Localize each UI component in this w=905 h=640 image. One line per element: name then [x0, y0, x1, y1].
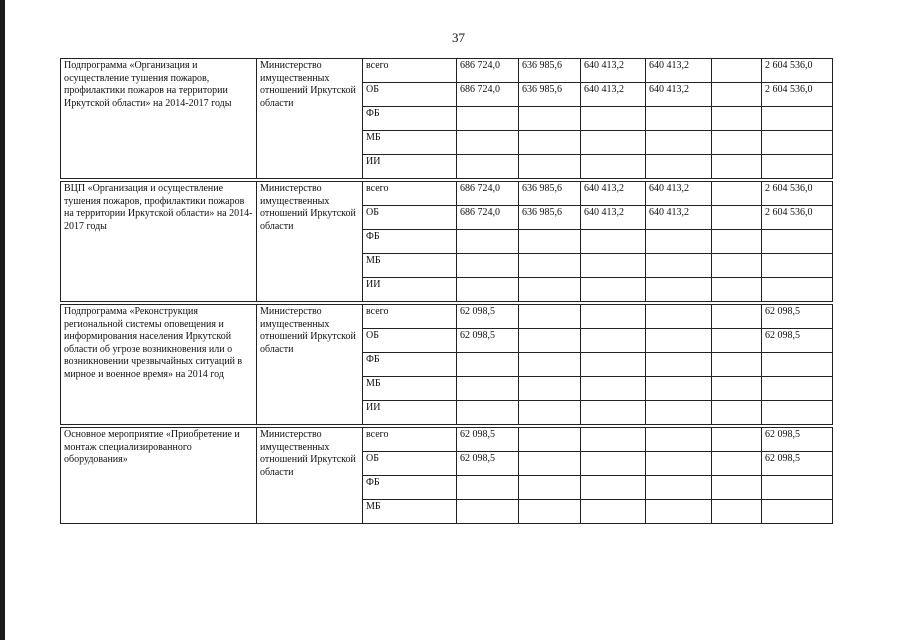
total-value-cell: 2 604 536,0 — [762, 206, 833, 230]
year-value-cell — [646, 353, 712, 377]
total-value-cell: 62 098,5 — [762, 329, 833, 353]
year-value-cell — [457, 500, 519, 524]
year-value-cell — [646, 155, 712, 179]
total-value-cell: 2 604 536,0 — [762, 83, 833, 107]
year-value-cell — [712, 254, 762, 278]
year-value-cell: 62 098,5 — [457, 452, 519, 476]
year-value-cell — [581, 230, 646, 254]
year-value-cell — [646, 131, 712, 155]
year-value-cell — [457, 377, 519, 401]
program-name-cell: ВЦП «Организация и осуществление тушения пожаров, профилактики пожаров на территории Иркутской области» на 2014-2017 годы — [61, 182, 257, 302]
responsible-cell: Министерство имущественных отношений Иркутской области — [257, 59, 363, 179]
year-value-cell — [646, 305, 712, 329]
total-value-cell — [762, 401, 833, 425]
funding-source-cell: всего — [363, 305, 457, 329]
funding-source-cell: ИИ — [363, 155, 457, 179]
year-value-cell — [712, 131, 762, 155]
total-value-cell — [762, 500, 833, 524]
funding-source-cell: ОБ — [363, 206, 457, 230]
year-value-cell: 640 413,2 — [646, 206, 712, 230]
year-value-cell — [581, 278, 646, 302]
year-value-cell: 636 985,6 — [519, 59, 581, 83]
total-value-cell: 2 604 536,0 — [762, 182, 833, 206]
total-value-cell: 2 604 536,0 — [762, 59, 833, 83]
year-value-cell — [646, 329, 712, 353]
year-value-cell — [519, 254, 581, 278]
funding-source-cell: ИИ — [363, 401, 457, 425]
funding-source-cell: ФБ — [363, 476, 457, 500]
table-row — [61, 305, 833, 329]
year-value-cell — [646, 377, 712, 401]
year-value-cell — [457, 131, 519, 155]
year-value-cell — [581, 428, 646, 452]
year-value-cell — [646, 230, 712, 254]
year-value-cell: 640 413,2 — [581, 59, 646, 83]
year-value-cell — [646, 278, 712, 302]
year-value-cell — [457, 230, 519, 254]
funding-source-cell: ОБ — [363, 329, 457, 353]
funding-source-cell: ОБ — [363, 452, 457, 476]
responsible-cell: Министерство имущественных отношений Иркутской области — [257, 428, 363, 524]
year-value-cell — [581, 401, 646, 425]
year-value-cell — [581, 155, 646, 179]
funding-source-cell: МБ — [363, 500, 457, 524]
year-value-cell — [712, 353, 762, 377]
year-value-cell — [712, 182, 762, 206]
year-value-cell — [581, 131, 646, 155]
scan-edge — [0, 0, 5, 640]
year-value-cell — [457, 107, 519, 131]
year-value-cell — [712, 428, 762, 452]
funding-table — [60, 58, 833, 524]
year-value-cell — [712, 476, 762, 500]
total-value-cell: 62 098,5 — [762, 428, 833, 452]
year-value-cell — [712, 401, 762, 425]
year-value-cell: 640 413,2 — [581, 182, 646, 206]
table-row — [61, 59, 833, 83]
year-value-cell — [581, 452, 646, 476]
year-value-cell — [712, 107, 762, 131]
total-value-cell — [762, 230, 833, 254]
year-value-cell — [519, 476, 581, 500]
total-value-cell: 62 098,5 — [762, 452, 833, 476]
total-value-cell — [762, 353, 833, 377]
total-value-cell — [762, 377, 833, 401]
program-name-cell: Подпрограмма «Организация и осуществление тушения пожаров, профилактики пожаров на территории Иркутской области» на 2014-2017 годы — [61, 59, 257, 179]
year-value-cell — [581, 353, 646, 377]
funding-source-cell: ФБ — [363, 353, 457, 377]
total-value-cell — [762, 131, 833, 155]
year-value-cell: 62 098,5 — [457, 428, 519, 452]
year-value-cell — [457, 278, 519, 302]
year-value-cell: 686 724,0 — [457, 182, 519, 206]
year-value-cell — [519, 107, 581, 131]
year-value-cell — [712, 305, 762, 329]
year-value-cell — [646, 452, 712, 476]
table-row — [61, 182, 833, 206]
year-value-cell — [519, 452, 581, 476]
year-value-cell: 686 724,0 — [457, 83, 519, 107]
year-value-cell — [519, 377, 581, 401]
year-value-cell: 686 724,0 — [457, 59, 519, 83]
year-value-cell — [457, 254, 519, 278]
year-value-cell: 62 098,5 — [457, 329, 519, 353]
funding-source-cell: МБ — [363, 131, 457, 155]
year-value-cell: 640 413,2 — [581, 206, 646, 230]
year-value-cell — [519, 500, 581, 524]
total-value-cell — [762, 107, 833, 131]
year-value-cell — [457, 401, 519, 425]
year-value-cell — [646, 401, 712, 425]
year-value-cell — [457, 353, 519, 377]
year-value-cell — [712, 500, 762, 524]
year-value-cell — [519, 278, 581, 302]
responsible-cell: Министерство имущественных отношений Иркутской области — [257, 305, 363, 425]
year-value-cell — [712, 83, 762, 107]
year-value-cell — [712, 59, 762, 83]
total-value-cell — [762, 254, 833, 278]
year-value-cell — [581, 254, 646, 278]
program-name-cell: Подпрограмма «Реконструкция региональной системы оповещения и информирования населения Иркутской области об угрозе возникновения или о возникновении чрезвычайных ситуаций в мирное и военное время» на 2014 год — [61, 305, 257, 425]
year-value-cell — [581, 305, 646, 329]
year-value-cell — [581, 107, 646, 131]
year-value-cell — [646, 500, 712, 524]
year-value-cell — [712, 155, 762, 179]
page-number: 37 — [452, 30, 465, 45]
total-value-cell — [762, 278, 833, 302]
year-value-cell — [457, 155, 519, 179]
year-value-cell: 640 413,2 — [646, 83, 712, 107]
funding-source-cell: ИИ — [363, 278, 457, 302]
funding-source-cell: МБ — [363, 254, 457, 278]
year-value-cell — [519, 428, 581, 452]
year-value-cell — [519, 230, 581, 254]
funding-source-cell: МБ — [363, 377, 457, 401]
year-value-cell: 636 985,6 — [519, 83, 581, 107]
year-value-cell — [646, 476, 712, 500]
funding-source-cell: ФБ — [363, 107, 457, 131]
year-value-cell: 686 724,0 — [457, 206, 519, 230]
year-value-cell: 62 098,5 — [457, 305, 519, 329]
table-row — [61, 428, 833, 452]
year-value-cell — [581, 329, 646, 353]
year-value-cell — [457, 476, 519, 500]
program-name-cell: Основное мероприятие «Приобретение и монтаж специализированного оборудования» — [61, 428, 257, 524]
year-value-cell — [646, 107, 712, 131]
funding-source-cell: ОБ — [363, 83, 457, 107]
year-value-cell — [519, 353, 581, 377]
funding-source-cell: всего — [363, 59, 457, 83]
funding-source-cell: ФБ — [363, 230, 457, 254]
year-value-cell: 640 413,2 — [646, 182, 712, 206]
responsible-cell: Министерство имущественных отношений Иркутской области — [257, 182, 363, 302]
year-value-cell — [581, 377, 646, 401]
year-value-cell — [519, 329, 581, 353]
year-value-cell — [646, 428, 712, 452]
year-value-cell: 640 413,2 — [581, 83, 646, 107]
total-value-cell: 62 098,5 — [762, 305, 833, 329]
year-value-cell — [712, 230, 762, 254]
year-value-cell — [581, 500, 646, 524]
year-value-cell — [646, 254, 712, 278]
year-value-cell — [712, 278, 762, 302]
year-value-cell — [712, 452, 762, 476]
year-value-cell — [519, 155, 581, 179]
year-value-cell — [581, 476, 646, 500]
year-value-cell — [519, 131, 581, 155]
total-value-cell — [762, 476, 833, 500]
year-value-cell: 640 413,2 — [646, 59, 712, 83]
funding-source-cell: всего — [363, 182, 457, 206]
year-value-cell — [519, 305, 581, 329]
year-value-cell: 636 985,6 — [519, 206, 581, 230]
year-value-cell — [519, 401, 581, 425]
total-value-cell — [762, 155, 833, 179]
year-value-cell — [712, 206, 762, 230]
funding-source-cell: всего — [363, 428, 457, 452]
year-value-cell — [712, 329, 762, 353]
year-value-cell — [712, 377, 762, 401]
year-value-cell: 636 985,6 — [519, 182, 581, 206]
